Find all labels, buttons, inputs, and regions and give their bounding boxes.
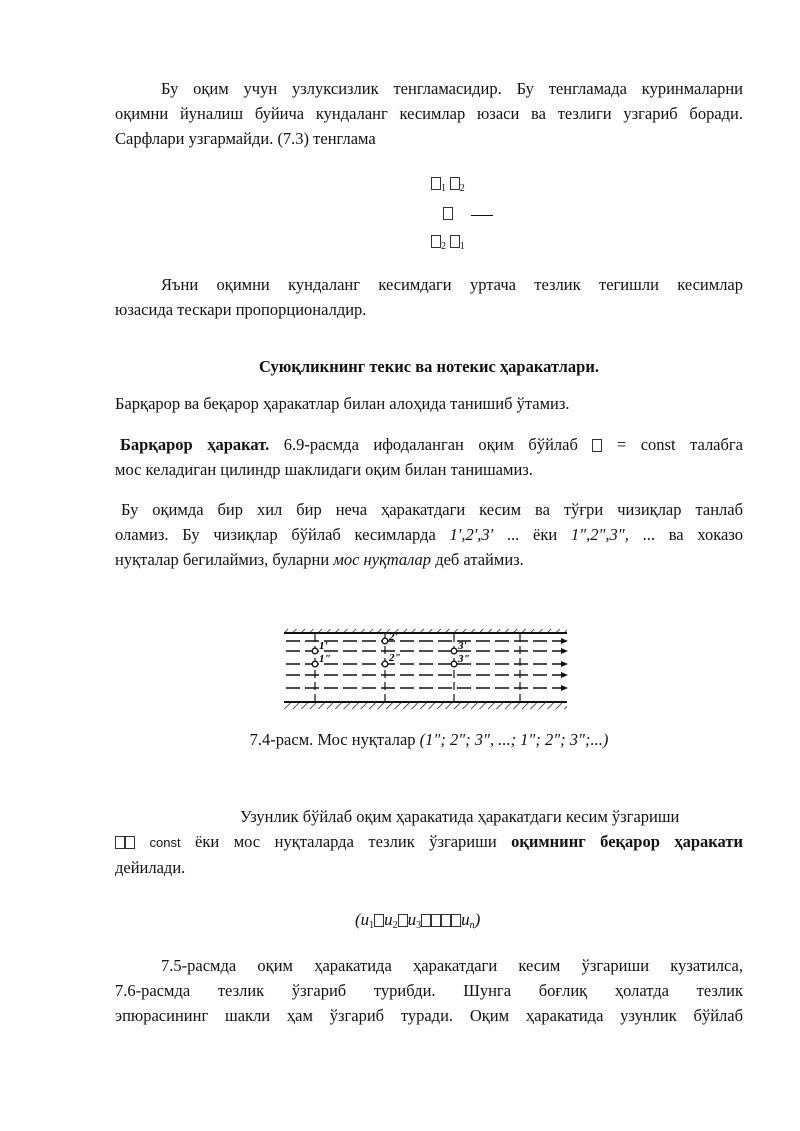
paragraph-line: дейилади. — [115, 858, 186, 877]
paragraph-inverse — [115, 272, 743, 322]
intro-line: Барқарор ва беқарор ҳаракатлар билан алоҳида танишиб ўтамиз. — [115, 394, 570, 413]
symbol-placeholder-icon — [431, 914, 441, 927]
formula-velocities: ($u_1$ $u_2$ $u_3$ $u_n$) — [355, 910, 481, 931]
paragraph-line: Бу оқимда бир хил бир неча ҳаракатдаги кесим ва тўғри чизиқлар танлаб — [121, 500, 743, 519]
formula-numerator: $_1$ $_2$ — [431, 176, 465, 194]
paragraph-line: 7.6-расмда тезлик ўзгариб турибди. Шунга боғлиқ ҳолатда тезлик — [115, 981, 743, 1000]
paragraph-figures — [115, 953, 743, 1028]
figure-caption: 7.4-расм. Мос нуқталар (1"; 2"; 3", ...; 1"; 2"; 3";...) — [249, 730, 609, 749]
point-labels — [319, 631, 470, 665]
paragraph-line: Барқарор ҳаракат. 6.9-расмда ифодаланган оқим бўйлаб = const талабга — [120, 435, 743, 454]
symbol-placeholder-icon — [450, 177, 460, 190]
symbol-placeholder-icon — [115, 836, 125, 849]
paragraph-points — [115, 497, 743, 572]
formula-denominator: $_2$ $_1$ — [431, 234, 465, 252]
paragraph-line: оламиз. Бу чизиқлар бўйлаб кесимларда 1',2',3' ... ёки 1",2",3", ... ва хоказо — [115, 525, 744, 544]
paragraph-line: 7.5-расмда оқим ҳаракатида ҳаракатдаги кесим ўзгариши кузатилса, — [161, 956, 743, 975]
bottom-wall — [284, 703, 567, 709]
paragraph-line: const ёки мос нуқталарда тезлик ўзгариши оқимнинг беқарор ҳаракати — [115, 829, 743, 855]
formula-equals — [443, 206, 493, 223]
paragraph-line: эпюрасининг шакли ҳам ўзгариб туради. Оқим ҳаракатида узунлик бўйлаб — [115, 1006, 743, 1025]
symbol-placeholder-icon — [592, 439, 602, 452]
point-label: 1' — [319, 640, 328, 652]
paragraph-line: Сарфлари узгармайди. (7.3) тенглама — [115, 129, 376, 148]
point-label: 2' — [389, 631, 398, 643]
bold-lead: Барқарор ҳаракат. — [120, 435, 270, 454]
symbol-placeholder-icon — [431, 235, 441, 248]
point-label: 2" — [389, 652, 401, 664]
symbol-placeholder-icon — [374, 914, 384, 927]
paragraph-line: юзасида тескари пропорционалдир. — [115, 300, 367, 319]
fraction-bar — [471, 215, 493, 216]
point-label: 3' — [458, 640, 467, 652]
symbol-placeholder-icon — [398, 914, 408, 927]
symbol-placeholder-icon — [421, 914, 431, 927]
symbol-placeholder-icon — [443, 207, 453, 220]
point-label: 3" — [458, 653, 470, 665]
arrow-heads — [561, 638, 568, 691]
paragraph-line: нуқталар бегилаймиз, буларни мос нуқталар деб атаймиз. — [115, 550, 524, 569]
paragraph-line: Узунлик бўйлаб оқим ҳаракатида ҳаракатдаги кесим ўзгариши — [240, 807, 680, 826]
section-lines — [315, 634, 520, 702]
paragraph-line: Яъни оқимни кундаланг кесимдаги уртача тезлик тегишли кесимлар — [161, 275, 743, 294]
point-label: 1" — [319, 653, 331, 665]
paragraph-continuity — [115, 76, 743, 151]
symbol-placeholder-icon — [451, 914, 461, 927]
paragraph-unsteady — [115, 804, 743, 880]
section-heading: Суюқликнинг текис ва нотекис ҳаракатлари. — [259, 357, 599, 376]
paragraph-steady — [115, 432, 743, 482]
symbol-placeholder-icon — [450, 235, 460, 248]
paragraph-line: оқимни йуналиш буйича кундаланг кесимлар юзаси ва тезлиги узгариб боради. — [115, 104, 743, 123]
paragraph-line: Бу оқим учун узлуксизлик тенгламасидир. Бу тенгламада куринмаларни — [161, 79, 743, 98]
symbol-placeholder-icon — [125, 836, 135, 849]
symbol-placeholder-icon — [431, 177, 441, 190]
paragraph-line: мос келадиган цилиндр шаклидаги оқим билан танишамиз. — [115, 460, 533, 479]
flow-figure — [282, 626, 572, 716]
symbol-placeholder-icon — [441, 914, 451, 927]
